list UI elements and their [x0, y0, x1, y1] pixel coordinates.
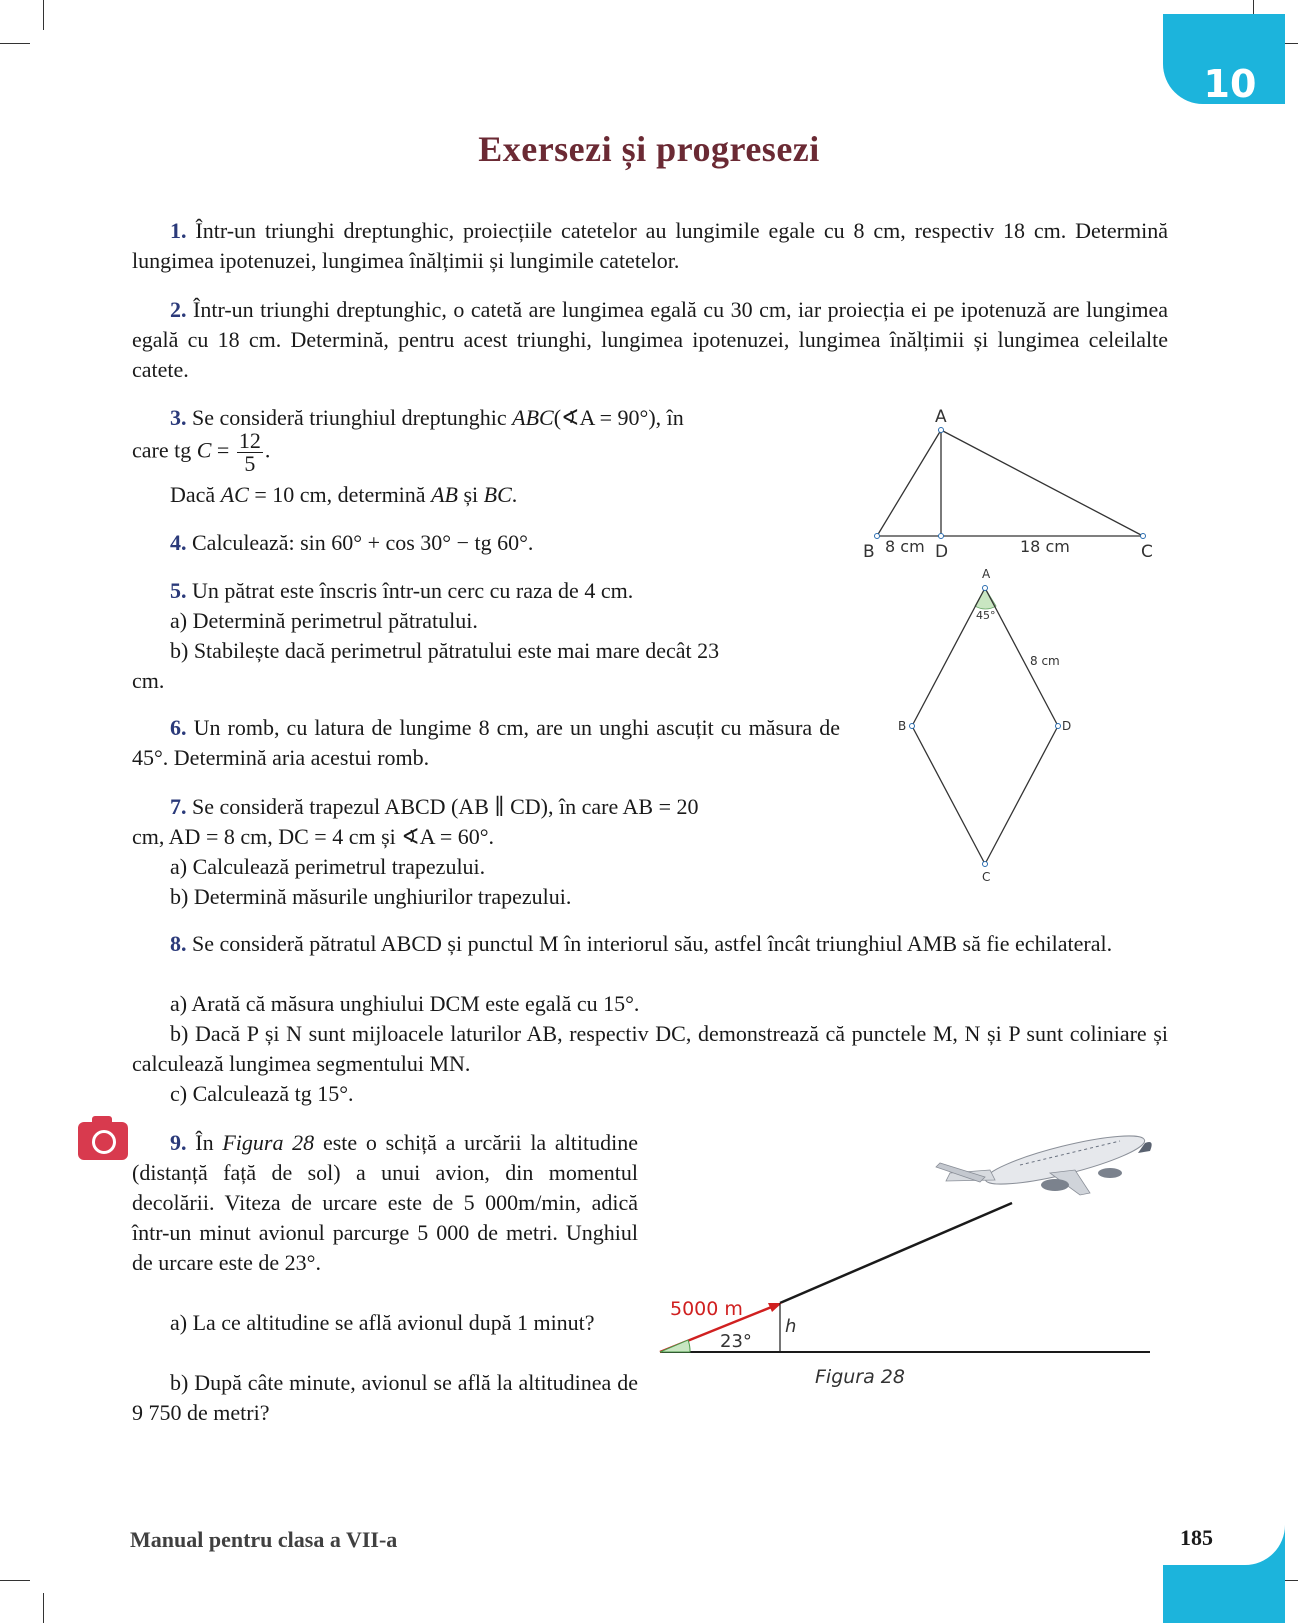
problem-7-b: b) Determină măsurile unghiurilor trapezului.: [170, 884, 572, 909]
point-a: [983, 586, 988, 591]
label-b: B: [898, 719, 907, 733]
problem-number: 9.: [170, 1130, 187, 1155]
camera-lens: [92, 1130, 116, 1154]
problem-5-b: b) Stabilește dacă perimetrul pătratului este mai mare decât 23: [170, 638, 720, 663]
problem-9-b: b) După câte minute, avionul se află la altitudinea de 9 750 de metri?: [132, 1370, 638, 1425]
problem-text: și: [463, 482, 479, 507]
crop-mark: [0, 43, 30, 44]
point-c: [983, 862, 988, 867]
book-title: Manual pentru clasa a VII-a: [130, 1527, 398, 1552]
label-c: C: [1141, 542, 1153, 562]
problem-6: [132, 713, 840, 773]
problem-7-cont: cm, AD = 8 cm, DC = 4 cm și ∢A = 60°.: [132, 824, 495, 849]
fraction-numerator: 12: [238, 428, 261, 453]
problem-4: [170, 528, 850, 558]
problem-8-b: b) Dacă P și N sunt mijloacele laturilor AB, respectiv DC, demonstrează că punctele M, N și P sunt coliniare și calculează lungimea segmentului MN.: [132, 1021, 1168, 1076]
figure-caption: Figura 28: [815, 1366, 905, 1388]
problem-7-a: a) Calculează perimetrul trapezului.: [170, 854, 486, 879]
angle-marker: [660, 1340, 690, 1352]
label-side: 8 cm: [1030, 654, 1060, 668]
figure-ref: Figura 28: [222, 1130, 315, 1155]
problem-text: Se consideră pătratul ABCD și punctul M în interiorul său, astfel încât triunghiul AMB să fie echilateral.: [192, 931, 1113, 956]
problem-8-c: c) Calculează tg 15°.: [170, 1081, 354, 1106]
side-ab: [912, 588, 985, 726]
segment-ac: [941, 430, 1143, 536]
math-var: ABC: [512, 405, 554, 430]
plane-figure: [650, 1125, 1170, 1395]
problem-text: Calculează: sin 60° + cos 30° − tg 60°.: [192, 530, 534, 555]
side-bc: [912, 726, 985, 864]
point-d: [939, 534, 944, 539]
math-eq: =: [216, 437, 230, 463]
crop-mark: [43, 1593, 44, 1623]
camera-icon: [78, 1122, 128, 1160]
problem-5: [170, 576, 850, 606]
math-var: AC: [220, 482, 249, 507]
problem-3-line-1: [170, 403, 850, 433]
airplane-icon: [936, 1127, 1152, 1195]
problem-2: [132, 295, 1168, 385]
problem-text: este o schiță a urcării la altitudine (distanță față de sol) a unui avion, din momentul decolării. Viteza de urcare este de 5 000m/min, adică într-un minut avionul parcurge 5 000 de metri. Unghiul de urcare este de 23°.: [132, 1130, 639, 1275]
math-var: AB: [431, 482, 458, 507]
problem-3-line-3: [170, 480, 850, 510]
fraction: [237, 430, 263, 475]
problem-number: 6.: [170, 715, 187, 740]
chapter-number: 10: [1203, 62, 1257, 106]
problem-text: Într-un triunghi dreptunghic, proiecțiile catetelor au lungimile egale cu 8 cm, respectiv 18 cm. Determină lungimea ipotenuzei, lungimea înălțimii și lungimile catetelor.: [132, 218, 1168, 273]
problem-text: Dacă: [170, 482, 216, 507]
problem-text: Într-un triunghi dreptunghic, o catetă are lungimea egală cu 30 cm, iar proiecția ei pe ipotenuză are lungimea egală cu 18 cm. Determină, pentru acest triunghi, lungimea ipotenuzei, lungimea înălțimii și lungimea celeilalte catete.: [132, 297, 1168, 382]
problem-text: Se consideră triunghiul dreptunghic: [192, 405, 507, 430]
problem-text: .: [511, 482, 518, 507]
fraction-denominator: 5: [244, 451, 256, 476]
crop-mark: [43, 0, 44, 30]
problem-number: 1.: [170, 218, 187, 243]
point-b: [910, 724, 915, 729]
label-angle: 45°: [976, 609, 996, 622]
math-var: BC: [483, 482, 512, 507]
problem-text: În: [195, 1130, 214, 1155]
label-distance: 5000 m: [670, 1298, 743, 1320]
side-dc: [985, 726, 1058, 864]
page-number: 185: [1180, 1525, 1213, 1550]
label-a: A: [935, 407, 947, 427]
problem-text: Un romb, cu latura de lungime 8 cm, are un unghi ascuțit cu măsura de 45°. Determină aria acestui romb.: [132, 715, 840, 770]
label-d: D: [1062, 719, 1072, 733]
problem-9: [132, 1128, 638, 1278]
problem-7: [170, 792, 870, 822]
problem-9-a: a) La ce altitudine se află avionul după 1 minut?: [170, 1310, 595, 1335]
label-dc: 18 cm: [1020, 537, 1070, 556]
problem-8: [132, 929, 1168, 959]
problem-5-b-cont: cm.: [132, 668, 165, 693]
math-cond: (∢A = 90°), în: [553, 405, 684, 430]
math-var: C: [196, 437, 212, 463]
problem-text: = 10 cm, determină: [254, 482, 426, 507]
label-angle: 23°: [720, 1331, 752, 1352]
label-h: h: [785, 1316, 797, 1337]
problem-number: 3.: [170, 405, 187, 430]
segment-ab: [877, 430, 941, 536]
problem-5-a: a) Determină perimetrul pătratului.: [170, 608, 478, 633]
problem-number: 5.: [170, 578, 187, 603]
problem-1: [132, 216, 1168, 276]
label-a: A: [982, 567, 991, 581]
problem-text: Un pătrat este înscris într-un cerc cu raza de 4 cm.: [192, 578, 634, 603]
crop-mark: [0, 1580, 30, 1581]
problem-number: 8.: [170, 931, 187, 956]
point-c: [1141, 534, 1146, 539]
label-c: C: [982, 870, 991, 884]
problem-text: care tg: [132, 437, 192, 463]
page-title: Exersezi și progresezi: [478, 129, 820, 169]
problem-8-a: a) Arată că măsura unghiului DCM este egală cu 15°.: [170, 991, 640, 1016]
climb-path: [780, 1203, 1012, 1303]
label-b: B: [863, 542, 875, 562]
rhombus-figure: [890, 565, 1090, 885]
label-d: D: [935, 542, 949, 562]
angle-marker: [975, 588, 996, 609]
label-bd: 8 cm: [885, 537, 925, 556]
problem-text: Se consideră trapezul ABCD (AB ∥ CD), în care AB = 20: [192, 794, 699, 819]
point-b: [875, 534, 880, 539]
point-d: [1056, 724, 1061, 729]
problem-number: 7.: [170, 794, 187, 819]
point-a: [939, 428, 944, 433]
math-dot: .: [264, 437, 271, 463]
triangle-figure: [855, 402, 1175, 570]
problem-number: 2.: [170, 297, 187, 322]
problem-number: 4.: [170, 530, 187, 555]
problem-3-line-2: [132, 430, 532, 475]
